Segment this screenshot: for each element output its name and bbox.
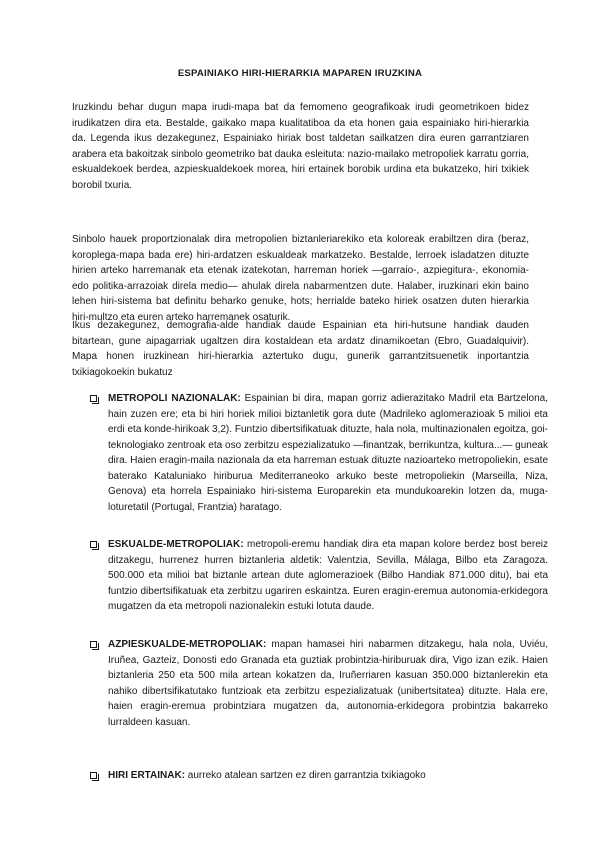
paragraph-demography: Ikus dezakegunez, demografia-alde handiak daude Espainian eta hiri-hutsune handiak dauden bitartean, gune aipagarriak ugaltzen dira kostaldean eta ardatz dinamikoetan (Ebro, Guadalquivir). Mapa honen iruzkinean hiri-hierarkia aztertuko dugu, gunerik garrantzitsuenetik inportantzia txikiagokoekin bukatuz [72,320,529,378]
item-text: Espainian bi dira, mapan gorriz adierazitako Madril eta Bartzelona, hain zuzen ere; eta bi hiri horiek milioi biztanletik gora dute (Madrileko aglomerazioak 5 milioi eta erdi eta konde-hirikoak 3,2). Funtzio dibertsifikatuak dituzte, hala nola, multinazionalen egoitza, goi-teknologiako zentroak eta oso zerbitzu espezializatuko —finantzak, berrikuntza, kultura...— guneak dira. Haien eragin-maila nazionala da eta harreman estuak dituzte nazioarteko metropoliekin, esate baterako Kataluniako hiriburua Mediterraneoko arkuko beste metropoliekin (Marseilla, Niza, Genova) eta horrela Espainiako hiri-sistema Europarekin eta mundukoarekin lotzen da, muga-loturetatil (Portugal, Frantzia) haratago. [108,393,549,513]
item-text: aurreko atalean sartzen ez diren garrantzia txikiagoko [185,770,426,781]
list-item [90,537,548,615]
list-item [90,637,548,730]
checkbox-bullet-icon [90,395,97,402]
document-title: ESPAINIAKO HIRI-HIERARKIA MAPAREN IRUZKINA [177,68,423,79]
item-heading: AZPIESKUALDE-METROPOLIAK: [108,639,267,650]
item-text: metropoli-eremu handiak dira eta mapan kolore berdez bost bereiz ditzakegu, hurrenez hurren biztanleria aldetik: Valentzia, Sevilla, Málaga, Bilbo eta Zaragoza. 500.000 eta milioi bat biztanle artean dute aglomerazioek (Bilbo Handiak 871.000 ditu), bai eta funtzio dibertsifikatuak eta zerbitzu ugariren eskaintza. Euren eragin-eremua autonomia-erkidegora mugatzen da eta metropoli nazionalekin estuki lotuta daude. [108,539,548,612]
list-item [90,768,548,784]
checkbox-bullet-icon [90,641,97,648]
item-text: mapan hamasei hiri nabarmen ditzakegu, hala nola, Uviéu, Iruñea, Gazteiz, Donosti edo Granada eta guztiak probintzia-hiriburuak dira, Vigo izan ezik. Haien biztanleria 250 eta 500 mila artean kokatzen da, Iruñerriaren kasuan 350.000 biztanlerekin eta nahiko dibertsifikatutako funtzioak eta zerbitzu espezializatuak (unibertsitatea) dituzte. Hala ere, haien eragin-eremua probintziara mugatzen da, autonomia-erkidegora probintzia bakarreko lurraldeen kasuan. [108,639,548,728]
list-item [90,391,548,515]
paragraph-symbols: Sinbolo hauek proportzionalak dira metropolien biztanleriarekiko eta koloreak erabiltzen dira (beraz, koroplega-mapa bada ere) hiri-ardatzen eskualdeak markatzeko. Bestalde, lerroek isladatzen dituzte hirien arteko harremanak eta etenak izatekotan, harreman horiek —garraio-, azpiegitura-, ekonomia- edo politika-arrazoiak direla medio— ahulak direla nabarmentzen dute. Halaber, iruzkinari ekin baino lehen hiri-sistema bat definitu beharko genuke, hots; herrialde bateko hiriek osatzen duten hierarkia hiri-multzo eta euren arteko harremanek osaturik. [72,234,529,323]
item-heading: HIRI ERTAINAK: [108,770,186,781]
checkbox-bullet-icon [90,772,97,779]
item-heading: METROPOLI NAZIONALAK: [108,393,241,404]
checkbox-bullet-icon [90,541,97,548]
paragraph-intro: Iruzkindu behar dugun mapa irudi-mapa bat da femomeno geografikoak irudi geometrikoen bidez irudikatzen dira eta. Bestalde, gaikako mapa kualitatiboa da eta honen gaia espainiako hiri-hierarkia da. Legenda ikus dezakegunez, Espainiako hiriak bost taldetan sailkatzen dira euren garrantziaren arabera eta bakoitzak sinbolo geometriko bat dauka esleituta: nazio-mailako metropoliek karratu gorria, eskualdekoek berdea, azpieskualdekoek morea, hiri ertainek borobik urdina eta bukatzeko, hiri txikiek borobil txuria. [72,102,529,191]
item-heading: ESKUALDE-METROPOLIAK: [108,539,244,550]
